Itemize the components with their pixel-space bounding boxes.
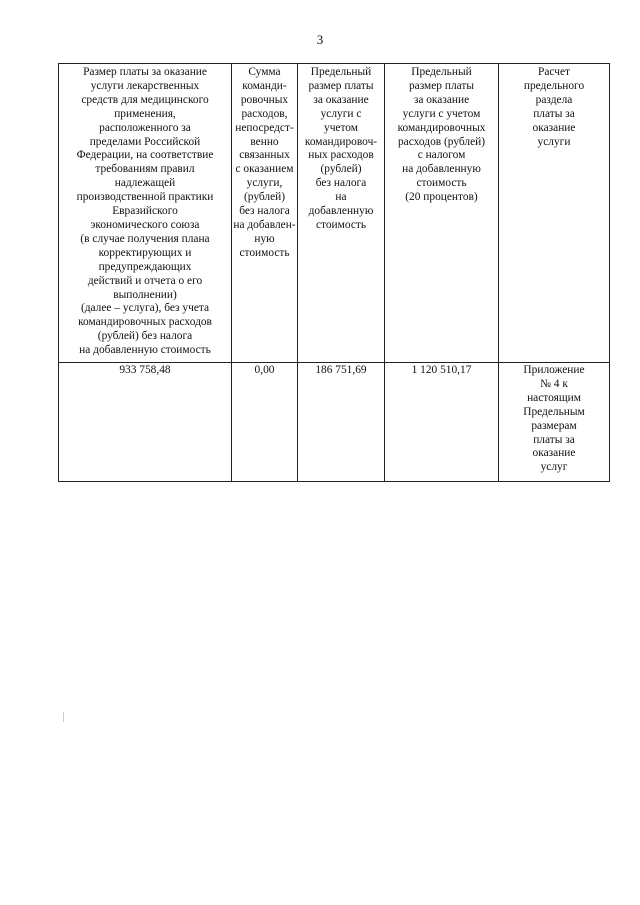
table-header-row xyxy=(59,64,610,363)
fee-table xyxy=(58,63,610,482)
header-calculation: Расчет предельного раздела платы за оказание услуги xyxy=(499,64,610,363)
header-max-fee-with-vat: Предельный размер платы за оказание услуги с учетом командировочных расходов (рублей) с налогом на добавленную стоимость (20 процентов) xyxy=(385,64,499,363)
page-number: 3 xyxy=(316,32,324,47)
scan-artifact xyxy=(63,712,64,722)
table-row xyxy=(59,363,610,482)
header-max-fee-without-vat: Предельный размер платы за оказание услуги с учетом командировоч- ных расходов (рублей) без налога на добавленную стоимость xyxy=(298,64,385,363)
cell-calculation-reference: Приложение № 4 к настоящим Предельным размерам платы за оказание услуг xyxy=(499,363,610,482)
cell-max-fee-with-vat: 1 120 510,17 xyxy=(385,363,499,482)
cell-service-fee: 933 758,48 xyxy=(59,363,232,482)
header-travel-expenses: Сумма команди- ровочных расходов, непосредст- венно связанных с оказанием услуги, (рублей) без налога на добавлен- ную стоимость xyxy=(232,64,298,363)
cell-max-fee-without-vat: 186 751,69 xyxy=(298,363,385,482)
header-service-fee: Размер платы за оказание услуги лекарственных средств для медицинского применения, расположенного за пределами Российской Федерации, на соответствие требованиям правил надлежащей производственной практики Евразийского экономического союза (в случае получения плана корректирующих и предупреждающих действий и отчета о его выполнении) (далее – услуга), без учета командировочных расходов (рублей) без налога на добавленную стоимость xyxy=(59,64,232,363)
cell-travel-expenses: 0,00 xyxy=(232,363,298,482)
